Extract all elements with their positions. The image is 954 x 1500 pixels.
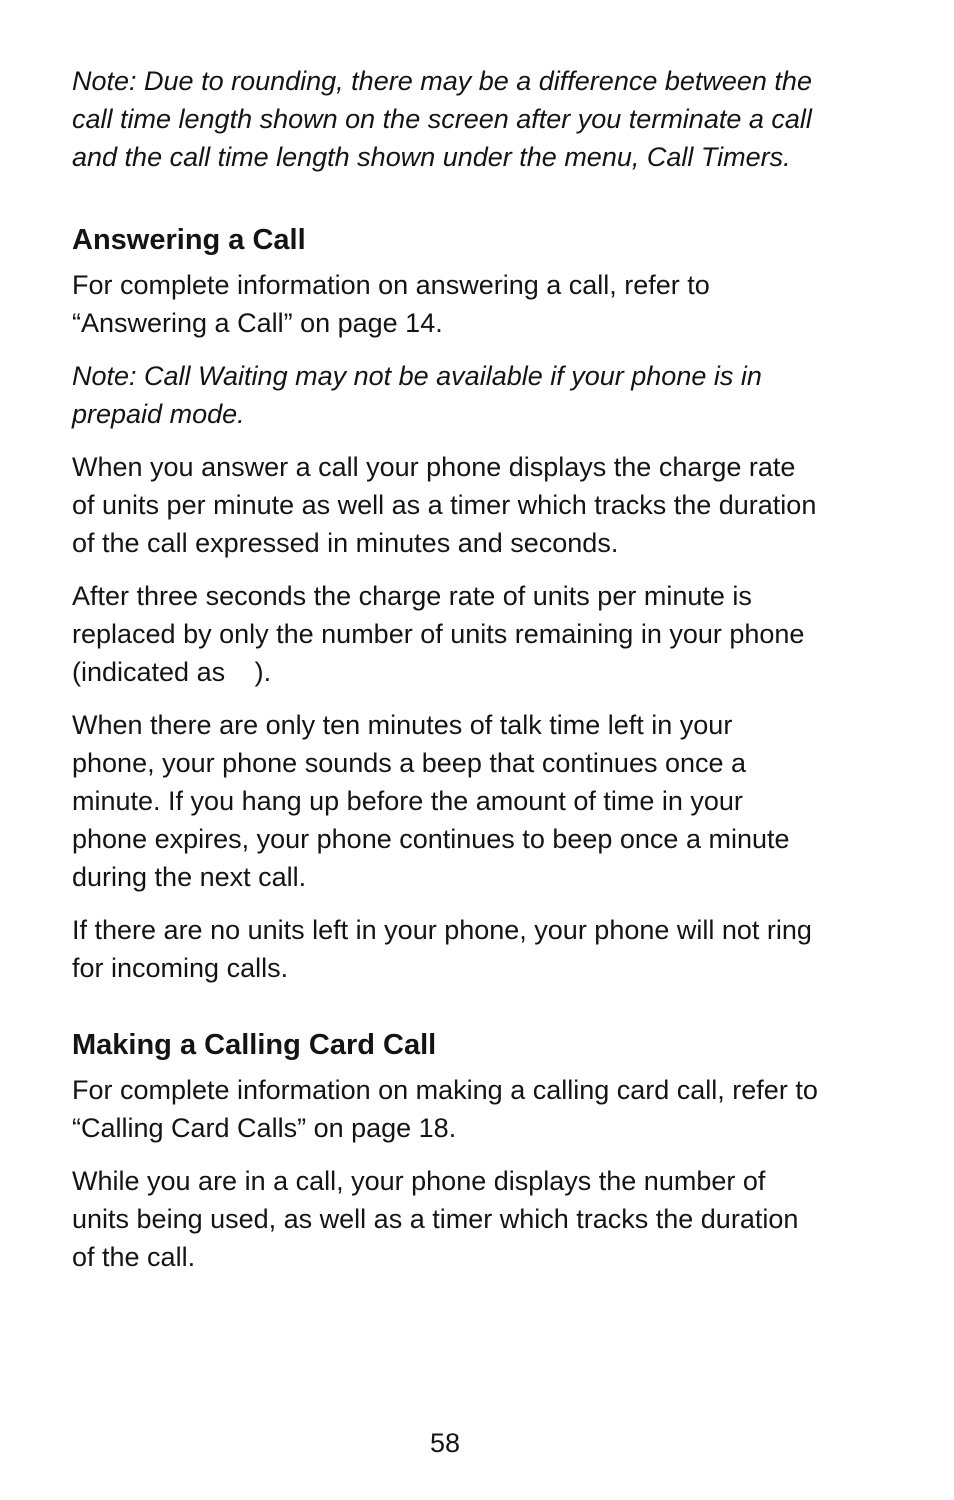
answering-paragraph-2: When you answer a call your phone displays the charge rate of units per minute as well as a timer which tracks the duration of the call expressed in minutes and seconds. xyxy=(72,452,817,558)
page-number: 58 xyxy=(429,1428,461,1458)
heading-answering-a-call: Answering a Call xyxy=(72,224,306,256)
heading-making-calling-card-call: Making a Calling Card Call xyxy=(72,1029,437,1061)
calling-card-paragraph-1: For complete information on making a calling card call, refer to “Calling Card Calls” on page 18. xyxy=(72,1075,818,1143)
paragraph-3-text-before: After three seconds the charge rate of units per minute is replaced by only the number of units remaining in your phone (indicated as xyxy=(72,581,805,687)
answering-paragraph-1: For complete information on answering a call, refer to “Answering a Call” on page 14. xyxy=(72,270,710,338)
calling-card-paragraph-2: While you are in a call, your phone displays the number of units being used, as well as a timer which tracks the duration of the call. xyxy=(72,1166,799,1272)
paragraph-3-text-after: ). xyxy=(254,657,272,687)
intro-note: Note: Due to rounding, there may be a difference between the call time length shown on the screen after you terminate a call and the call time length shown under the menu, Call Timers. xyxy=(72,66,812,172)
answering-paragraph-3 xyxy=(72,577,822,691)
page-content xyxy=(72,62,822,1276)
call-waiting-note: Note: Call Waiting may not be available if your phone is in prepaid mode. xyxy=(72,361,762,429)
answering-paragraph-4: When there are only ten minutes of talk time left in your phone, your phone sounds a beep that continues once a minute. If you hang up before the amount of time in your phone expires, your phone continues to beep once a minute during the next call. xyxy=(72,710,790,892)
answering-paragraph-5: If there are no units left in your phone, your phone will not ring for incoming calls. xyxy=(72,915,812,983)
